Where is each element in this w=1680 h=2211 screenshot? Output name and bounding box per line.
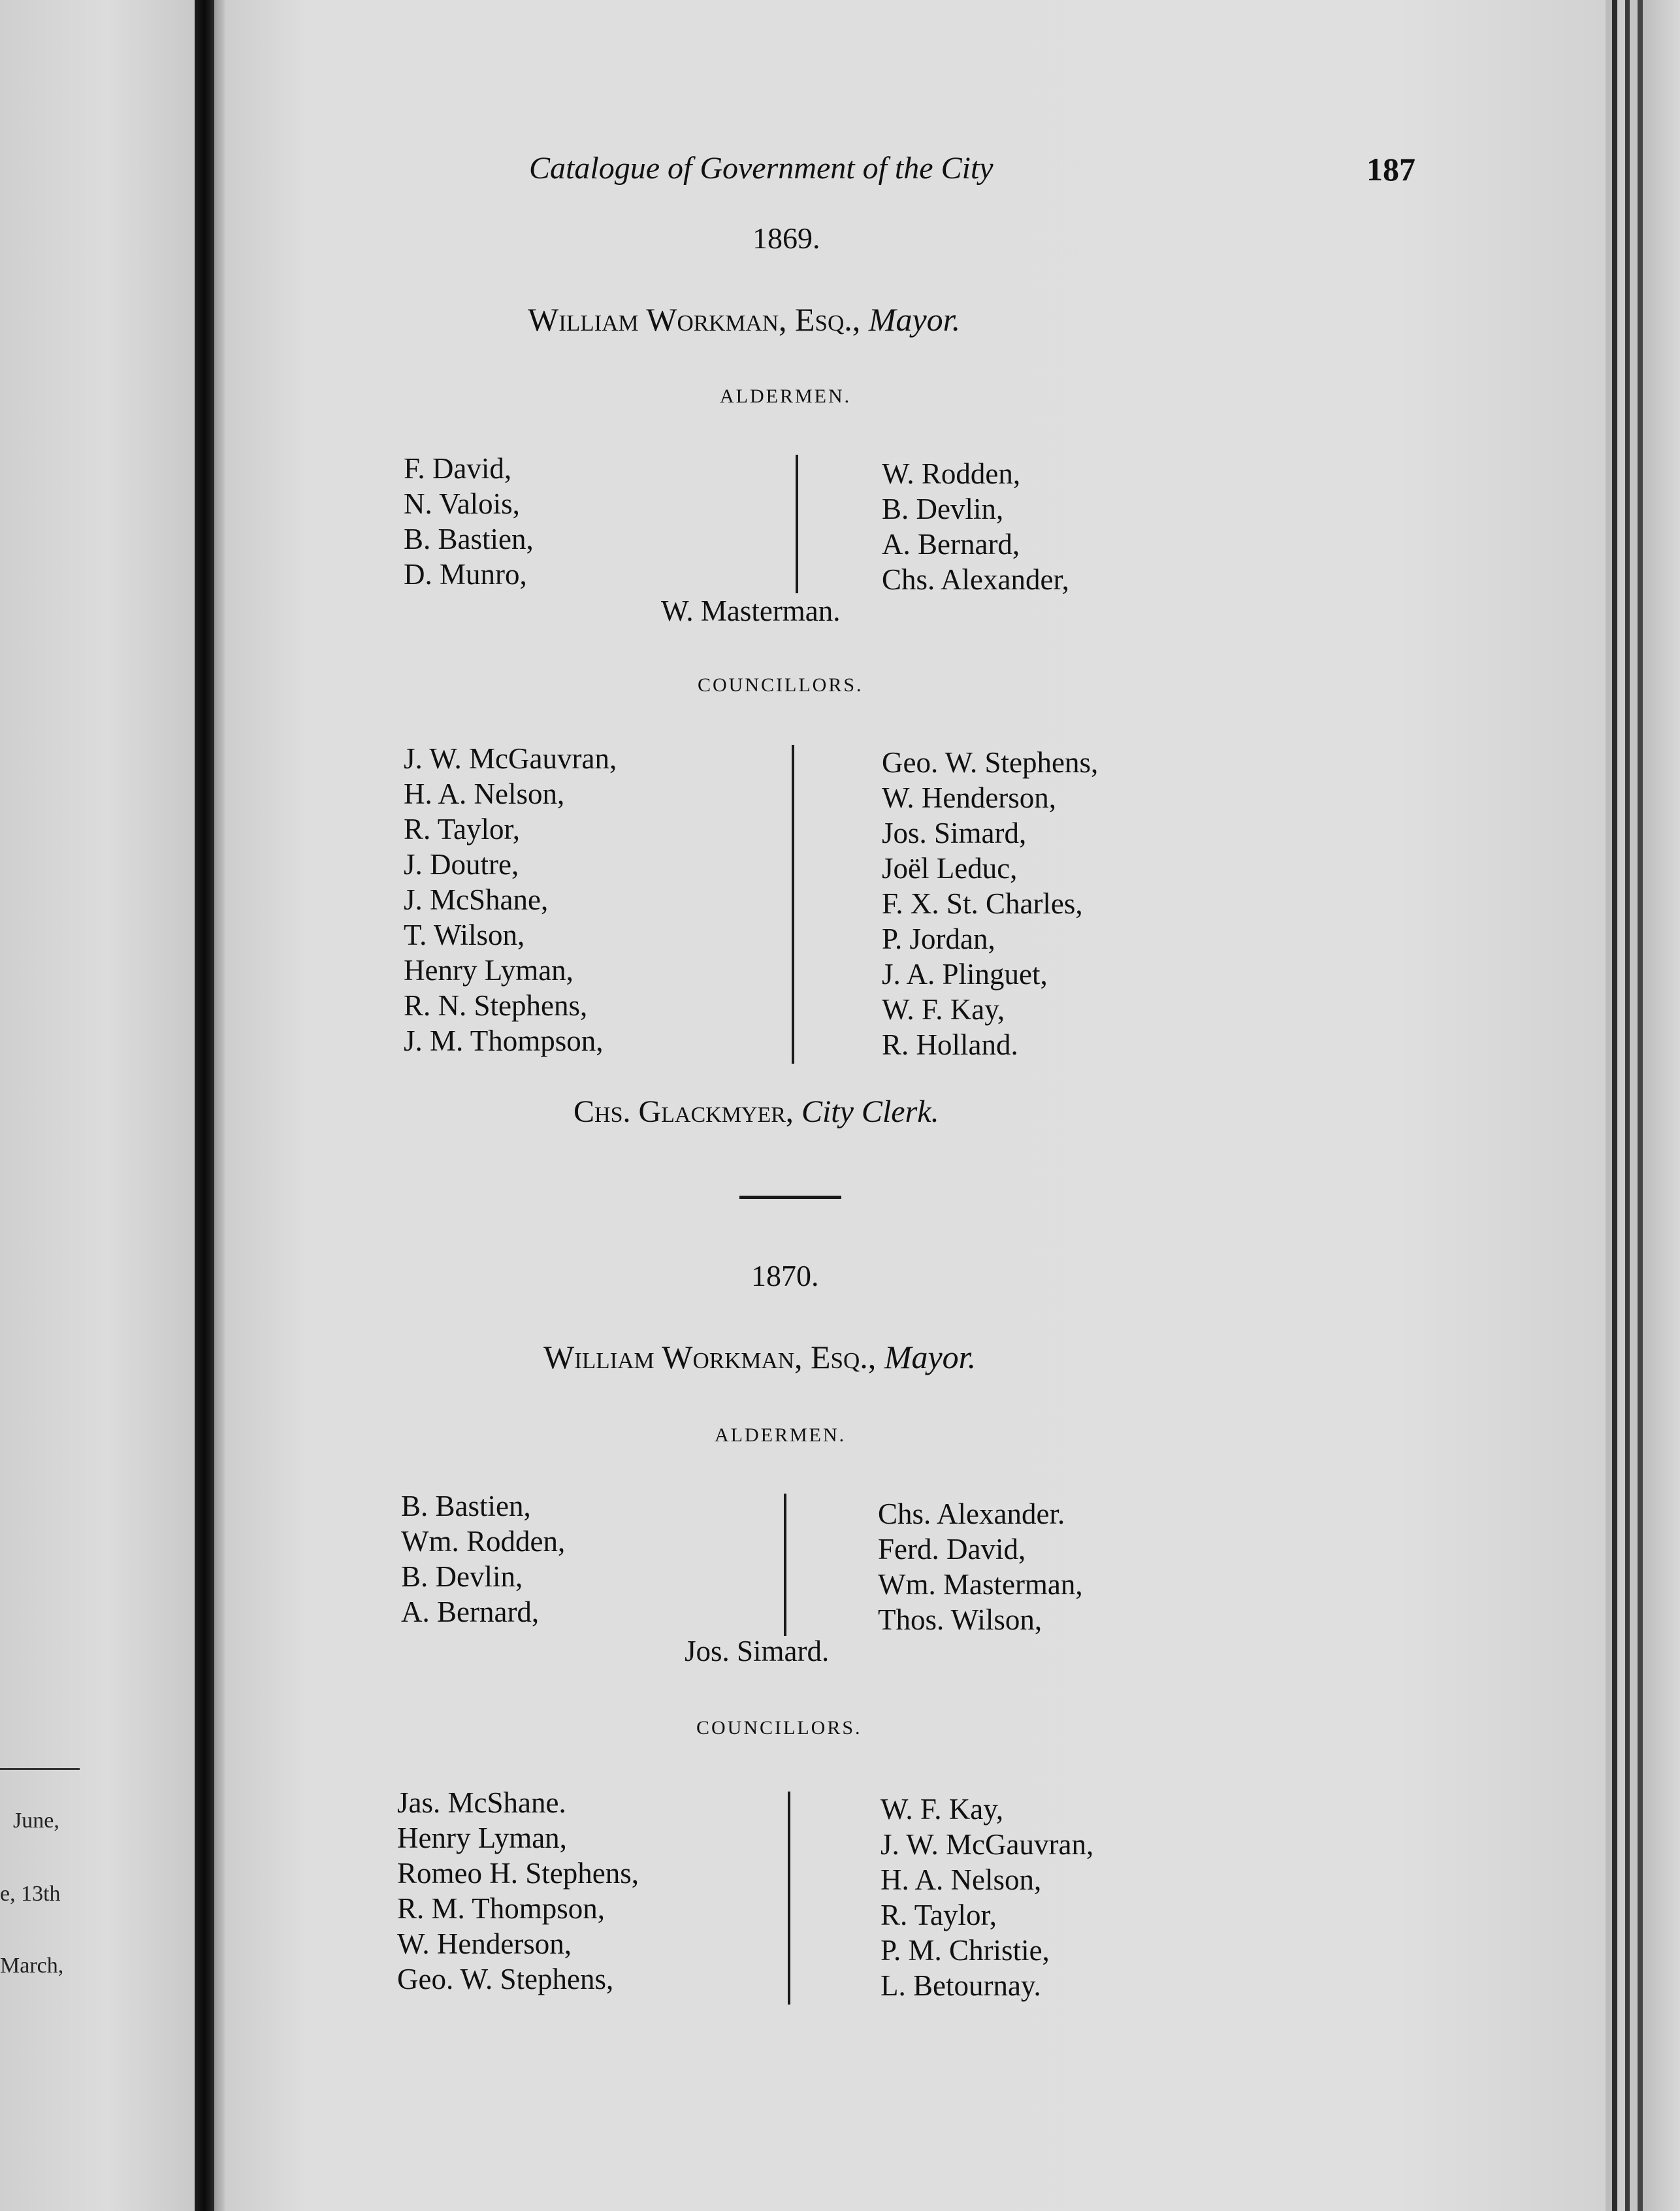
aldermen-heading: ALDERMEN. [720,385,852,407]
left-page-rule [0,1768,80,1770]
mayor-title: Mayor. [868,301,961,338]
councillor-name: R. Holland. [882,1028,1018,1061]
councillor-name: R. Taylor, [880,1899,997,1931]
alderman-name: Wm. Rodden, [401,1525,566,1558]
left-page-fragment: e, 13th [0,1882,61,1906]
alderman-name: Ferd. David, [878,1533,1026,1565]
alderman-name: B. Bastien, [401,1490,531,1522]
councillor-name: Henry Lyman, [397,1822,567,1854]
councillor-name: J. Doutre, [404,848,519,881]
left-page-fragment: March, [0,1954,64,1978]
section-year: 1870. [751,1259,819,1292]
councillor-name: J. W. McGauvran, [880,1828,1094,1861]
alderman-name: B. Bastien, [404,523,534,555]
councillor-name: H. A. Nelson, [404,778,565,810]
councillor-name: Geo. W. Stephens, [397,1963,614,1995]
alderman-name: Chs. Alexander. [878,1498,1065,1530]
alderman-name: W. Rodden, [882,457,1021,490]
city-clerk-line [573,1094,939,1130]
alderman-name: Chs. Alexander, [882,563,1069,596]
aldermen-left-column [404,451,534,592]
councillor-name: Geo. W. Stephens, [882,746,1099,779]
alderman-name: N. Valois, [404,487,520,520]
councillor-name: J. W. McGauvran, [404,742,617,775]
alderman-center-name: W. Masterman. [661,595,841,627]
page-edge [1625,0,1630,2211]
mayor-title: Mayor. [884,1339,977,1375]
councillor-name: W. F. Kay, [880,1793,1004,1826]
councillors-right-column [882,745,1098,1062]
councillor-name: J. M. Thompson, [404,1024,604,1057]
city-clerk-name: Chs. Glackmyer, [573,1094,794,1129]
column-divider [784,1494,786,1636]
page-edge [1617,0,1625,2211]
councillors-left-column [397,1785,639,1997]
aldermen-heading: ALDERMEN. [715,1424,847,1446]
councillor-name: Romeo H. Stephens, [397,1857,639,1890]
alderman-name: D. Munro, [404,558,527,591]
councillor-name: J. A. Plinguet, [882,958,1048,991]
councillor-name: H. A. Nelson, [880,1863,1042,1896]
alderman-name: B. Devlin, [401,1560,523,1593]
mayor-line [543,1338,976,1376]
councillor-name: W. Henderson, [397,1927,572,1960]
book-gutter-shadow [214,0,225,2211]
councillor-name: Jos. Simard, [882,817,1027,849]
section-separator [739,1196,841,1199]
alderman-name: F. David, [404,452,512,485]
alderman-name: Thos. Wilson, [878,1603,1042,1636]
councillor-name: R. N. Stephens, [404,989,588,1022]
aldermen-left-column [401,1488,565,1630]
alderman-name: A. Bernard, [401,1596,540,1628]
aldermen-right-column [878,1496,1083,1637]
alderman-name: A. Bernard, [882,528,1020,561]
mayor-name: William Workman, Esq., [528,301,861,338]
mayor-line [528,301,960,338]
left-page [0,0,195,2211]
section-year: 1869. [752,221,820,255]
running-header-title: Catalogue of Government of the City [529,151,993,186]
city-clerk-title: City Clerk. [801,1094,939,1129]
councillor-name: W. Henderson, [882,781,1057,814]
page-edge [1643,0,1680,2211]
councillor-name: L. Betournay. [880,1969,1041,2002]
left-page-fragment: June, [13,1809,59,1833]
councillor-name: Henry Lyman, [404,954,573,987]
page-edge [1638,0,1643,2211]
councillor-name: P. M. Christie, [880,1934,1050,1967]
page-edge [1612,0,1617,2211]
page-number: 187 [1366,151,1415,188]
councillors-left-column [404,741,617,1058]
councillors-heading: COUNCILLORS. [696,1717,862,1739]
councillor-name: W. F. Kay, [882,993,1005,1026]
mayor-name: William Workman, Esq., [543,1339,877,1375]
alderman-name: Wm. Masterman, [878,1568,1083,1601]
councillor-name: Jas. McShane. [397,1786,566,1819]
aldermen-right-column [882,456,1069,597]
councillor-name: R. M. Thompson, [397,1892,605,1925]
councillors-right-column [880,1792,1093,2003]
column-divider [796,455,798,593]
councillor-name: R. Taylor, [404,813,520,845]
column-divider [788,1792,790,2005]
page-edge [1606,0,1612,2211]
councillors-heading: COUNCILLORS. [698,674,864,696]
column-divider [792,745,794,1064]
councillor-name: P. Jordan, [882,923,995,955]
alderman-name: B. Devlin, [882,493,1004,525]
councillor-name: J. McShane, [404,883,549,916]
councillor-name: F. X. St. Charles, [882,887,1083,920]
alderman-center-name: Jos. Simard. [685,1635,830,1667]
book-gutter [195,0,214,2211]
page-edge [1630,0,1638,2211]
councillor-name: Joël Leduc, [882,852,1018,885]
councillor-name: T. Wilson, [404,919,525,951]
